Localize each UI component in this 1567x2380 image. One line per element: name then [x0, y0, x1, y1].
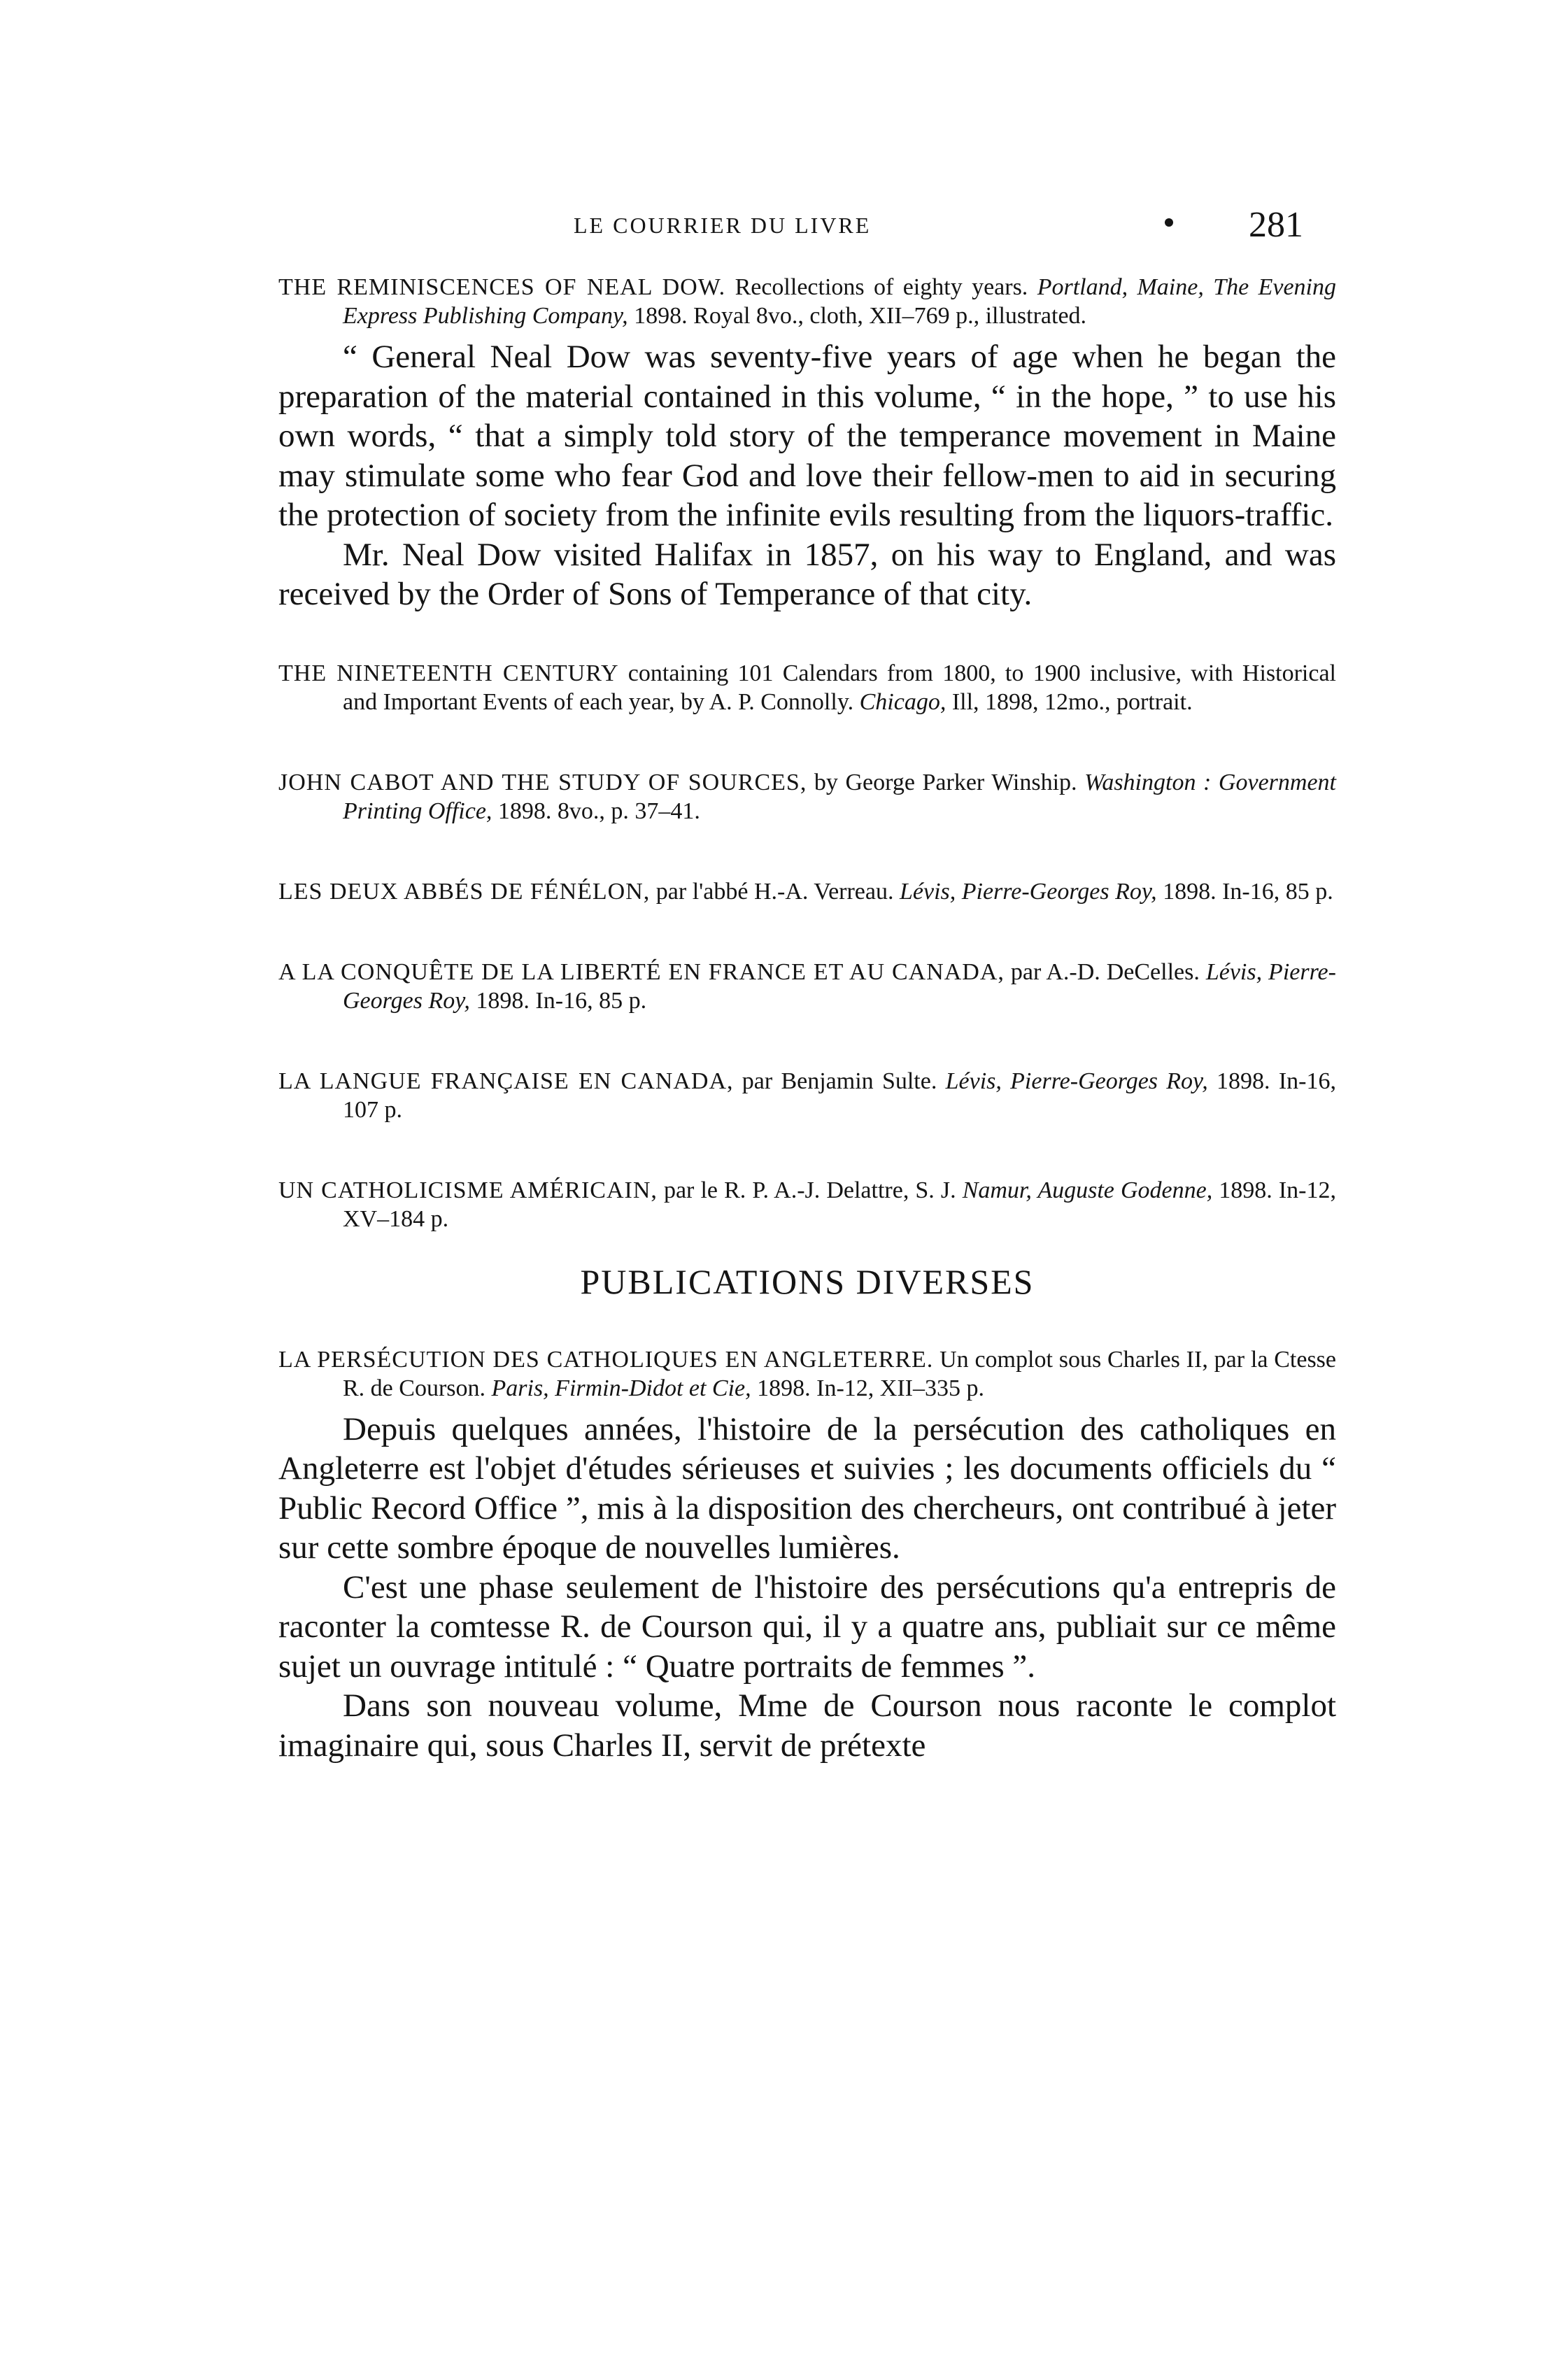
entry-publisher: Chicago, [859, 688, 946, 715]
entry-details: 1898. In-16, 85 p. [469, 987, 647, 1014]
review-paragraph: C'est une phase seulement de l'histoire des persécutions qu'a entrepris de raconter la comtesse R. de Courson qui, il y a quatre ans, publiait sur ce même sujet un ouvrage intitulé : “ Quatre portraits de femmes ”. [278, 1568, 1336, 1685]
entry-title: A LA CONQUÊTE DE LA LIBERTÉ EN FRANCE ET AU CANADA, [278, 958, 1005, 985]
bibliography-entry [278, 659, 1336, 716]
review-persecution [278, 1410, 1336, 1766]
entry-title: LA PERSÉCUTION DES CATHOLIQUES EN ANGLETERRE. [278, 1346, 934, 1373]
entry-description: par Benjamin Sulte. [733, 1068, 946, 1094]
entry-details: 1898. 8vo., p. 37–41. [492, 798, 700, 824]
entry-title: LES DEUX ABBÉS DE FÉNÉLON, [278, 878, 651, 905]
entry-publisher: Portland, Maine, The Evening Express Publishing Company, [343, 274, 1336, 329]
bibliography-entry [278, 1176, 1336, 1233]
page-body [278, 273, 1336, 1810]
entry-details: 1898. In-12, XV–184 p. [343, 1177, 1336, 1232]
page-header [574, 205, 1343, 255]
bibliography-entry [278, 768, 1336, 826]
entry-title: THE NINETEENTH CENTURY [278, 660, 619, 686]
entry-title: UN CATHOLICISME AMÉRICAIN, [278, 1177, 658, 1203]
entry-publisher: Lévis, Pierre-Georges Roy, [899, 878, 1157, 905]
bibliography-entry [278, 877, 1336, 906]
entry-details: 1898. In-16, 85 p. [1156, 878, 1333, 905]
entry-description: containing 101 Calendars from 1800, to 1900 inclusive, with Historical and Important Events of each year, by A. P. Connolly. [343, 660, 1336, 715]
entry-title: LA LANGUE FRANÇAISE EN CANADA, [278, 1068, 734, 1094]
section-heading: PUBLICATIONS DIVERSES [580, 1261, 1035, 1301]
entry-description: par A.-D. DeCelles. [1004, 958, 1206, 985]
entry-description: par le R. P. A.-J. Delattre, S. J. [657, 1177, 963, 1203]
review-dow [278, 337, 1336, 614]
entry-details: 1898. Royal 8vo., cloth, XII–769 p., illustrated. [627, 303, 1087, 329]
bullet-ornament [1165, 218, 1173, 227]
entry-publisher: Namur, Auguste Godenne, [962, 1177, 1213, 1203]
entry-description: par l'abbé H.-A. Verreau. [650, 878, 900, 905]
review-paragraph: Mr. Neal Dow visited Halifax in 1857, on his way to England, and was received by the Order of Sons of Temperance of that city. [278, 536, 1336, 612]
review-paragraph: “ General Neal Dow was seventy-five years of age when he began the preparation of the material contained in this volume, “ in the hope, ” to use his own words, “ that a simply told story of the temperance movement in Maine may stimulate some who fear God and love their fellow-men to aid in securing the protection of society from the infinite evils resulting from the liquors-traffic. [278, 339, 1336, 533]
bibliography-entry [278, 1345, 1336, 1403]
entry-details: 1898. In-16, 107 p. [343, 1068, 1336, 1123]
review-paragraph: Dans son nouveau volume, Mme de Courson nous raconte le complot imaginaire qui, sous Charles II, servit de prétexte [278, 1687, 1336, 1764]
entry-publisher: Paris, Firmin-Didot et Cie, [491, 1375, 751, 1401]
entry-title: JOHN CABOT AND THE STUDY OF SOURCES, [278, 769, 807, 795]
entry-description: Un complot sous Charles II, par la Ctesse R. de Courson. [343, 1346, 1336, 1401]
bibliography-entry [278, 1067, 1336, 1124]
page-number: 281 [1249, 205, 1303, 245]
bibliography-entry [278, 273, 1336, 330]
entry-title: THE REMINISCENCES OF NEAL DOW. [278, 274, 726, 300]
entry-publisher: Lévis, Pierre-Georges Roy, [945, 1068, 1208, 1094]
entry-details: Ill, 1898, 12mo., portrait. [946, 688, 1193, 715]
entry-description: by George Parker Winship. [807, 769, 1085, 795]
review-paragraph: Depuis quelques années, l'histoire de la persécution des catholiques en Angleterre est l'objet d'études sérieuses et suivies ; les documents officiels du “ Public Record Office ”, mis à la disposition des chercheurs, ont contribué à jeter sur cette sombre époque de nouvelles lumières. [278, 1410, 1336, 1566]
entry-publisher: Washington : Government Printing Office, [343, 769, 1336, 824]
entry-description: Recollections of eighty years. [725, 274, 1037, 300]
entry-publisher: Lévis, Pierre-Georges Roy, [343, 958, 1336, 1014]
entry-details: 1898. In-12, XII–335 p. [751, 1375, 984, 1401]
running-head: LE COURRIER DU LIVRE [574, 213, 872, 238]
bibliography-entry [278, 958, 1336, 1015]
